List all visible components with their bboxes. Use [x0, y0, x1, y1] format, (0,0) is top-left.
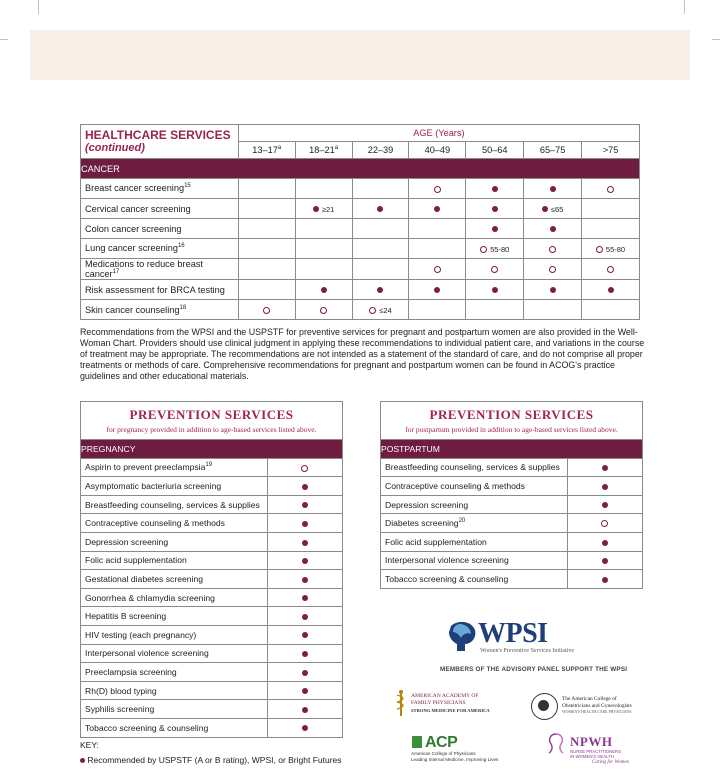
healthcare-services-title: HEALTHCARE SERVICES [85, 128, 231, 142]
pregnancy-table [81, 439, 342, 737]
aafp-logo-icon [395, 690, 407, 716]
age-cell [352, 199, 409, 219]
npwh-line2: IN WOMEN'S HEALTH [570, 754, 614, 759]
list-item [381, 458, 642, 477]
postpartum-subtitle: for postpartum provided in addition to age-based services listed above. [405, 425, 618, 434]
key-item-label: Recommended by USPSTF (A or B rating), WPSI, or Bright Futures [87, 755, 342, 765]
recommendation-cell [567, 532, 642, 551]
pregnancy-header [81, 402, 342, 439]
filled-dot-icon [302, 632, 308, 638]
recommendation-cell [267, 607, 342, 626]
open-circle-icon [301, 465, 308, 472]
recommendation-cell [567, 514, 642, 533]
wpsi-logo-icon [447, 620, 477, 652]
list-item [381, 477, 642, 496]
filled-dot-icon [302, 688, 308, 694]
filled-dot-icon [602, 502, 608, 508]
table-row [81, 179, 640, 199]
age-cell [409, 179, 466, 199]
service-label-text: Preeclampsia screening [85, 666, 177, 677]
open-circle-icon [320, 307, 327, 314]
age-note: 55-80 [605, 244, 626, 254]
acp-logo-text: ACP [425, 734, 458, 751]
filled-dot-icon [550, 226, 556, 232]
list-item [81, 477, 342, 496]
recommendations-paragraph: Recommendations from the WPSI and the USPSTF for preventive services for pregnant and postpartum women are also provided in the Well-Woman Chart. Providers should use clinical judgment in applying these recommendations to individual patient care, and variations in the course of treatment may be appropriate. The recommendations are not intended as a statement of the standard of care, and do not comprise all proper treatments or methods of care. Comprehensive recommendations for pregnant and postpartum women can be found in ACOG's practice guidelines and other educational materials. [80, 327, 645, 381]
aafp-tagline: STRONG MEDICINE FOR AMERICA [411, 708, 490, 713]
age-cell [295, 300, 352, 320]
list-item [381, 532, 642, 551]
age-cell [238, 199, 295, 219]
recommendation-cell [267, 551, 342, 570]
postpartum-header [381, 402, 642, 439]
footnote-ref: 16 [177, 243, 185, 250]
service-label-text: Tobacco screening & counseling [385, 573, 509, 584]
acp-caption [411, 751, 498, 762]
acog-seal-icon [531, 693, 558, 720]
service-label [381, 532, 567, 551]
acog-logo-text [562, 696, 632, 716]
age-cell [582, 239, 640, 259]
age-cell [238, 280, 295, 300]
members-caption: MEMBERS OF THE ADVISORY PANEL SUPPORT THE WPSI [440, 666, 628, 673]
recommendation-cell [567, 495, 642, 514]
age-cell [466, 219, 524, 239]
age-cell [582, 219, 640, 239]
recommendation-cell [267, 718, 342, 736]
wpsi-logo-text: WPSI [478, 618, 548, 649]
filled-dot-icon [602, 540, 608, 546]
filled-dot-icon [550, 287, 556, 293]
service-label-text: Interpersonal violence screening [85, 648, 209, 659]
footnote-ref: 15 [184, 183, 191, 190]
list-item [81, 644, 342, 663]
service-label-text: Colon cancer screening [85, 223, 182, 234]
service-label [81, 239, 239, 259]
aafp-line2: FAMILY PHYSICIANS [411, 700, 466, 706]
crop-mark [684, 0, 685, 14]
npwh-caption [570, 749, 621, 759]
footnote-ref: a [277, 144, 282, 151]
age-cell [238, 239, 295, 259]
age-cell [409, 280, 466, 300]
age-column-label: 22–39 [367, 145, 394, 155]
recommendation-cell [567, 551, 642, 570]
service-label-text: Skin cancer counseling [85, 304, 180, 315]
age-cell [466, 280, 524, 300]
age-cell [582, 179, 640, 199]
filled-dot-icon [302, 670, 308, 676]
list-item [81, 495, 342, 514]
recommendation-cell [567, 458, 642, 477]
table-row [81, 300, 640, 320]
age-cell [238, 179, 295, 199]
service-label [381, 477, 567, 496]
age-cell [352, 219, 409, 239]
postpartum-prevention-box [380, 401, 643, 589]
age-cell [352, 280, 409, 300]
open-circle-icon [369, 307, 376, 314]
service-label [81, 625, 267, 644]
open-circle-icon [607, 186, 614, 193]
filled-dot-icon [608, 287, 614, 293]
age-cell [466, 300, 524, 320]
npwh-logo-text: NPWH [570, 734, 613, 749]
footnote-ref: 20 [458, 518, 466, 525]
service-label [81, 280, 239, 300]
recommendation-cell [267, 625, 342, 644]
section-pregnancy: PREGNANCY [81, 440, 342, 459]
filled-dot-icon [602, 577, 608, 583]
service-label [81, 588, 267, 607]
age-column-header [238, 142, 295, 159]
healthcare-services-table [80, 124, 640, 320]
age-cell [295, 259, 352, 280]
service-label-text: Folic acid supplementation [85, 555, 187, 566]
service-label [81, 663, 267, 682]
service-label-text: Gestational diabetes screening [85, 573, 204, 584]
service-label [81, 681, 267, 700]
age-cell [238, 259, 295, 280]
service-label-text: Breast cancer screening [85, 183, 185, 194]
service-label [81, 179, 239, 199]
age-cell [409, 259, 466, 280]
list-item [81, 700, 342, 719]
service-label [81, 551, 267, 570]
age-cell [524, 179, 582, 199]
filled-dot-icon [302, 558, 308, 564]
service-label-text: Risk assessment for BRCA testing [85, 284, 225, 295]
open-circle-icon [434, 266, 441, 273]
open-circle-icon [549, 266, 556, 273]
service-label-text: Folic acid supplementation [385, 536, 487, 547]
filled-dot-icon [377, 287, 383, 293]
recommendation-cell [267, 588, 342, 607]
age-cell [295, 219, 352, 239]
table-row [81, 219, 640, 239]
filled-dot-icon [80, 758, 85, 763]
recommendation-cell [267, 681, 342, 700]
recommendation-cell [267, 458, 342, 477]
pregnancy-subtitle: for pregnancy provided in addition to age-based services listed above. [106, 425, 317, 434]
service-label-text: Asymptomatic bacteriuria screening [85, 480, 222, 491]
filled-dot-icon [302, 595, 308, 601]
open-circle-icon [601, 520, 608, 527]
filled-dot-icon [302, 651, 308, 657]
filled-dot-icon [302, 540, 308, 546]
age-cell [352, 179, 409, 199]
key-item [80, 755, 342, 765]
age-column-label: 40–49 [424, 145, 451, 155]
filled-dot-icon [550, 186, 556, 192]
age-column-header [295, 142, 352, 159]
key-legend [80, 740, 342, 765]
npwh-line1: NURSE PRACTITIONERS [570, 749, 622, 754]
service-label [381, 495, 567, 514]
age-column-label: 18–21 [309, 145, 335, 156]
filled-dot-icon [492, 226, 498, 232]
age-cell [295, 239, 352, 259]
service-label-text: Cervical cancer screening [85, 203, 191, 214]
footnote-ref: 18 [179, 304, 187, 311]
list-item [381, 551, 642, 570]
filled-dot-icon [302, 707, 308, 713]
service-label-text: Depression screening [85, 536, 169, 547]
service-label [81, 514, 267, 533]
service-label-text: Interpersonal violence screening [385, 555, 509, 566]
age-cell [295, 280, 352, 300]
footnote-ref: 19 [205, 462, 213, 469]
service-label-text: Rh(D) blood typing [85, 685, 157, 696]
service-label [81, 718, 267, 736]
open-circle-icon [607, 266, 614, 273]
age-cell [582, 199, 640, 219]
recommendation-cell [567, 570, 642, 588]
section-postpartum: POSTPARTUM [381, 440, 642, 459]
filled-dot-icon [602, 465, 608, 471]
recommendation-cell [267, 532, 342, 551]
filled-dot-icon [492, 186, 498, 192]
age-cell [466, 179, 524, 199]
service-label-text: Syphilis screening [85, 704, 155, 715]
age-column-header [466, 142, 524, 159]
filled-dot-icon [492, 287, 498, 293]
age-column-header [582, 142, 640, 159]
age-cell [524, 219, 582, 239]
list-item [81, 588, 342, 607]
age-header: AGE (Years) [238, 125, 639, 142]
open-circle-icon [549, 246, 556, 253]
service-label [81, 458, 267, 477]
pregnancy-title: PREVENTION SERVICES [129, 407, 294, 422]
list-item [81, 718, 342, 736]
service-label [81, 570, 267, 589]
age-cell [295, 199, 352, 219]
list-item [81, 532, 342, 551]
age-cell [352, 300, 409, 320]
filled-dot-icon [302, 577, 308, 583]
service-label [381, 514, 567, 533]
recommendation-cell [267, 514, 342, 533]
filled-dot-icon [602, 558, 608, 564]
service-label [81, 607, 267, 626]
service-label-text: Contraceptive counseling & methods [85, 518, 225, 529]
filled-dot-icon [434, 206, 440, 212]
service-label-text: Tobacco screening & counseling [85, 722, 209, 733]
age-cell [409, 239, 466, 259]
age-cell [352, 259, 409, 280]
open-circle-icon [491, 266, 498, 273]
npwh-logo-icon [546, 732, 566, 754]
age-column-label: 13–17 [252, 145, 278, 156]
age-cell [466, 239, 524, 259]
table-row [81, 280, 640, 300]
acog-tagline: WOMEN'S HEALTH CARE PHYSICIANS [562, 710, 632, 715]
age-note: 55-80 [490, 244, 510, 254]
list-item [381, 495, 642, 514]
recommendation-cell [267, 663, 342, 682]
list-item [81, 663, 342, 682]
healthcare-services-subtitle: (continued) [85, 142, 145, 154]
age-cell [295, 179, 352, 199]
service-label-text: Breastfeeding counseling, services & supplies [385, 462, 560, 473]
age-cell [409, 300, 466, 320]
list-item [81, 607, 342, 626]
service-label [81, 300, 239, 320]
list-item [81, 681, 342, 700]
age-cell [409, 219, 466, 239]
filled-dot-icon [492, 206, 498, 212]
footnote-ref: a [334, 144, 339, 151]
service-label [81, 700, 267, 719]
recommendation-cell [267, 495, 342, 514]
npwh-tagline: Caring for Women [592, 760, 630, 765]
filled-dot-icon [377, 206, 383, 212]
service-label [81, 259, 239, 280]
open-circle-icon [434, 186, 441, 193]
recommendation-cell [567, 477, 642, 496]
age-cell [524, 300, 582, 320]
age-cell [524, 239, 582, 259]
table-row [81, 199, 640, 219]
service-label [381, 458, 567, 477]
section-cancer: CANCER [81, 159, 640, 179]
service-label-text: Diabetes screening [385, 518, 459, 529]
filled-dot-icon [302, 484, 308, 490]
list-item [81, 458, 342, 477]
age-cell [582, 280, 640, 300]
service-label-text: Breastfeeding counseling, services & supplies [85, 499, 260, 510]
service-label-text: Aspirin to prevent preeclampsia [85, 462, 206, 473]
header-band [30, 30, 690, 80]
age-cell [466, 259, 524, 280]
service-label [381, 551, 567, 570]
acog-line2: Obstetricians and Gynecologists [562, 702, 632, 709]
age-cell [466, 199, 524, 219]
age-column-label: >75 [602, 145, 619, 155]
wpsi-tagline: Women's Preventive Services Initiative [480, 648, 575, 654]
postpartum-table [381, 439, 642, 588]
service-label-text: Gonorrhea & chlamydia screening [85, 592, 215, 603]
recommendation-cell [267, 700, 342, 719]
age-cell [524, 199, 582, 219]
table-row [81, 259, 640, 280]
age-cell [582, 259, 640, 280]
crop-mark [38, 0, 39, 14]
age-column-label: 50–64 [481, 145, 508, 155]
acp-logo-icon [412, 736, 422, 748]
service-label-text: Medications to reduce breast cancer [85, 259, 203, 280]
age-column-header [352, 142, 409, 159]
list-item [81, 570, 342, 589]
filled-dot-icon [434, 287, 440, 293]
filled-dot-icon [302, 614, 308, 620]
service-label-text: HIV testing (each pregnancy) [85, 629, 197, 640]
acp-tagline: Leading Internal Medicine, Improving Lives [411, 756, 499, 762]
service-label-text: Lung cancer screening [85, 243, 178, 254]
service-label-text: Depression screening [385, 499, 469, 510]
age-cell [524, 259, 582, 280]
aafp-logo-text [411, 693, 490, 714]
filled-dot-icon [602, 484, 608, 490]
service-label-text: Hepatitis B screening [85, 611, 167, 622]
postpartum-title: PREVENTION SERVICES [429, 407, 594, 422]
open-circle-icon [480, 246, 487, 253]
age-note: ≥21 [321, 204, 335, 214]
filled-dot-icon [302, 725, 308, 731]
recommendation-cell [267, 477, 342, 496]
age-note: ≤65 [550, 204, 564, 214]
age-cell [409, 199, 466, 219]
service-label [81, 219, 239, 239]
filled-dot-icon [321, 287, 327, 293]
list-item [81, 551, 342, 570]
service-label-text: Contraceptive counseling & methods [385, 480, 525, 491]
open-circle-icon [263, 307, 270, 314]
filled-dot-icon [302, 502, 308, 508]
service-label [81, 644, 267, 663]
acog-line1: The American College of [562, 696, 617, 702]
aafp-line1: AMERICAN ACADEMY OF [411, 693, 479, 699]
filled-dot-icon [542, 206, 548, 212]
list-item [381, 570, 642, 588]
table-title-cell [81, 125, 239, 159]
age-column-label: 65–75 [539, 145, 566, 155]
age-cell [352, 239, 409, 259]
recommendation-cell [267, 644, 342, 663]
age-cell [238, 219, 295, 239]
crop-mark [712, 39, 720, 40]
acp-line1: American College of Physicians [411, 751, 476, 756]
age-column-header [409, 142, 466, 159]
open-circle-icon [596, 246, 603, 253]
service-label [81, 199, 239, 219]
age-cell [524, 280, 582, 300]
list-item [81, 514, 342, 533]
pregnancy-prevention-box [80, 401, 343, 738]
age-note: ≤24 [379, 305, 392, 315]
service-label [81, 477, 267, 496]
service-label [81, 495, 267, 514]
service-label [81, 532, 267, 551]
key-title: KEY: [80, 740, 99, 750]
recommendation-cell [267, 570, 342, 589]
list-item [381, 514, 642, 533]
age-column-header [524, 142, 582, 159]
service-label [381, 570, 567, 588]
table-row [81, 239, 640, 259]
age-cell [582, 300, 640, 320]
filled-dot-icon [313, 206, 319, 212]
list-item [81, 625, 342, 644]
crop-mark [0, 39, 8, 40]
age-cell [238, 300, 295, 320]
filled-dot-icon [302, 521, 308, 527]
footnote-ref: 17 [112, 269, 120, 275]
